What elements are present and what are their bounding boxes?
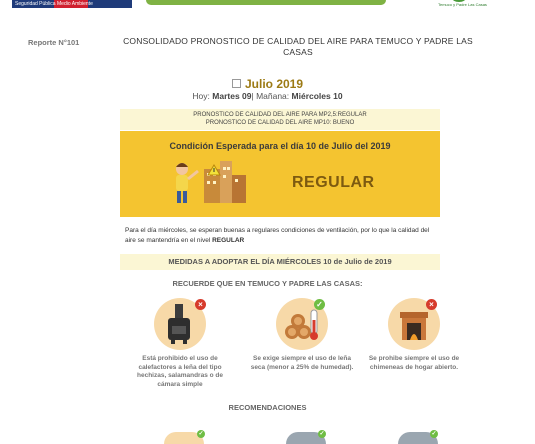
government-logo (12, 0, 132, 8)
report-title: CONSOLIDADO PRONOSTICO DE CALIDAD DEL AIRE PARA TEMUCO Y PADRE LAS CASAS (123, 36, 473, 57)
check-icon: ✓ (314, 299, 325, 310)
gov-label-left: Seguridad Pública (15, 1, 56, 7)
gov-label-right: Medio Ambiente (57, 1, 93, 7)
partner-logo (438, 0, 488, 8)
tomorrow-label: | Mañana: (251, 91, 290, 101)
condition-panel (120, 131, 440, 217)
month-label: Julio 2019 (244, 77, 304, 91)
prohibited-icon-2: × (426, 299, 437, 310)
today-value: Martes 09 (212, 91, 252, 101)
rule-2-text: Se exige siempre el uso de leña seca (menor a 25% de humedad). (250, 355, 354, 371)
paragraph-level: REGULAR (212, 237, 245, 244)
rule-1-text: Está prohibido el uso de calefactores a leña del tipo hechizas, salamandras o de cámara simple (137, 355, 223, 388)
forecast-box (120, 109, 440, 130)
today-label: Hoy: (192, 91, 210, 101)
condition-title: Condición Esperada para el día 10 de Julio del 2019 (169, 141, 391, 151)
recommendations-heading: RECOMENDACIONES (228, 403, 307, 412)
header-banner (146, 0, 386, 5)
remember-heading: RECUERDE QUE EN TEMUCO Y PADRE LAS CASAS: (172, 279, 363, 288)
forecast-mp10: PRONOSTICO DE CALIDAD DEL AIRE MP10: BUENO (205, 120, 355, 126)
condition-level: REGULAR (292, 174, 375, 191)
recommendation-2-check-icon: ✓ (319, 431, 325, 437)
report-number: Reporte N°101 (28, 38, 80, 47)
recommendation-3-check-icon: ✓ (431, 431, 437, 437)
prohibited-icon: × (195, 299, 206, 310)
person-city-illustration (160, 157, 260, 209)
month-heading (0, 77, 535, 91)
forecast-mp25: PRONOSTICO DE CALIDAD DEL AIRE PARA MP2,5:REGULAR (193, 112, 367, 118)
paragraph-text: Para el día miércoles, se esperan buenas a regulares condiciones de ventilación, por lo que la calidad del aire se mantendría en el nivel (125, 227, 430, 244)
measures-band: MEDIDAS A ADOPTAR EL DÍA MIÉRCOLES 10 de Julio de 2019 (120, 254, 440, 270)
rule-3-text: Se prohibe siempre el uso de chimeneas de hogar abierto. (368, 355, 460, 371)
recommendation-1-check-icon: ✓ (198, 431, 204, 437)
calendar-icon (232, 79, 241, 88)
partner-label: Temuco y Padre Las Casas (438, 2, 487, 7)
dates-line (0, 91, 535, 101)
tomorrow-value: Miércoles 10 (291, 91, 343, 101)
forecast-paragraph (125, 226, 437, 246)
